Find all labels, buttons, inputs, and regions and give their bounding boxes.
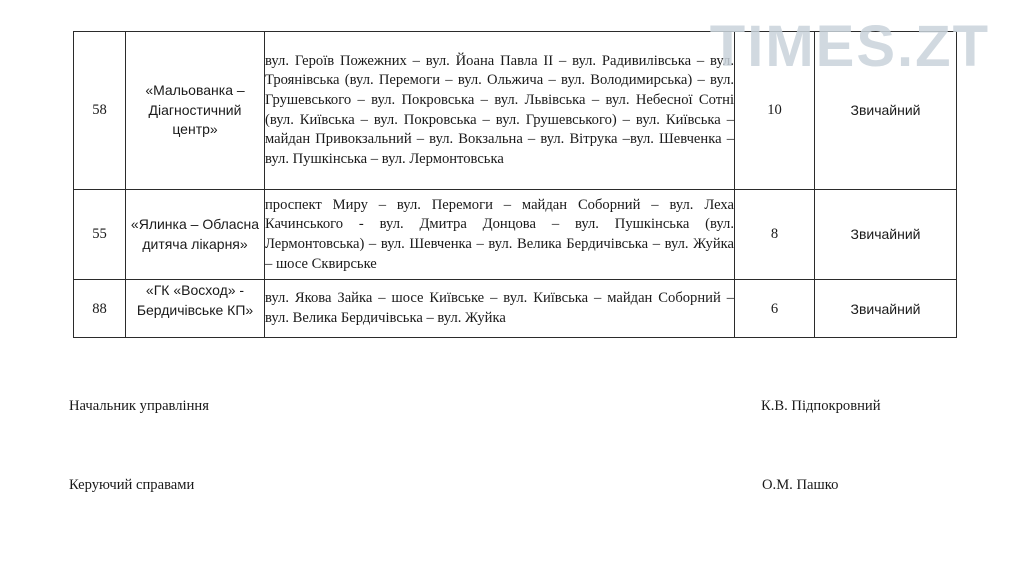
service-type: Звичайний <box>815 190 957 280</box>
route-path: проспект Миру – вул. Перемоги – майдан Соборний – вул. Леха Качинського - вул. Дмитра Донцова – вул. Пушкінська (вул. Лермонтовська) – вул. Шевченка – вул. Велика Бердичівська – вул. Жуйка – шосе Сквирське <box>265 190 735 280</box>
service-type: Звичайний <box>815 32 957 190</box>
manager-title: Керуючий справами <box>69 477 195 493</box>
vehicle-count: 10 <box>735 32 815 190</box>
route-number: 88 <box>74 280 126 338</box>
watermark-logo: TIMES.ZT <box>709 14 990 79</box>
table-row <box>74 280 957 338</box>
routes-table <box>73 31 957 338</box>
route-number: 55 <box>74 190 126 280</box>
route-name: «ГК «Восход» - Бердичівське КП» <box>126 280 265 338</box>
route-path: вул. Якова Зайка – шосе Київське – вул. Київська – майдан Соборний – вул. Велика Бердичівська – вул. Жуйка <box>265 280 735 338</box>
table-row <box>74 190 957 280</box>
head-title: Начальник управління <box>69 398 209 414</box>
route-name: «Мальованка – Діагностичний центр» <box>126 32 265 190</box>
vehicle-count: 8 <box>735 190 815 280</box>
manager-name: О.М. Пашко <box>762 477 839 493</box>
route-path: вул. Героїв Пожежних – вул. Йоана Павла ІІ – вул. Радивилівська – вул. Троянівська (вул. Перемоги – вул. Ольжича – вул. Володимирська) – вул. Грушевського – вул. Покровська – вул. Львівська – вул. Небесної Сотні (вул. Київська – вул. Покровська – вул. Грушевського) – вул. Київська – майдан Привокзальний – вул. Вокзальна – вул. Вітрука –вул. Шевченка – вул. Пушкінська – вул. Лермонтовська <box>265 32 735 190</box>
vehicle-count: 6 <box>735 280 815 338</box>
service-type: Звичайний <box>815 280 957 338</box>
route-number: 58 <box>74 32 126 190</box>
head-name: К.В. Підпокровний <box>761 398 881 414</box>
route-name: «Ялинка – Обласна дитяча лікарня» <box>126 190 265 280</box>
table-row <box>74 32 957 190</box>
